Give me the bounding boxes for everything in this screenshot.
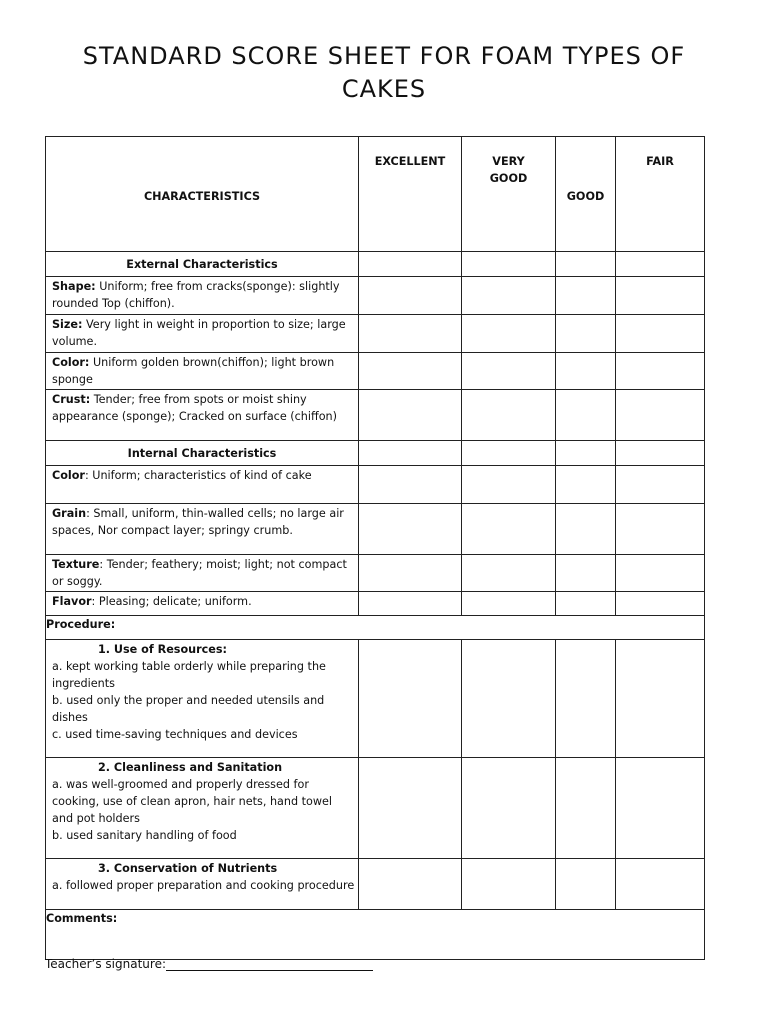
score-cell[interactable] — [359, 390, 462, 441]
criterion-text: : Uniform; characteristics of kind of cake — [84, 469, 312, 482]
criterion-flavor — [46, 592, 359, 616]
score-cell[interactable] — [616, 252, 705, 277]
criterion-row — [46, 353, 705, 390]
score-cell[interactable] — [462, 441, 556, 466]
section-row — [46, 441, 705, 466]
procedure-conservation — [46, 859, 359, 910]
header-very-good — [462, 137, 556, 252]
score-cell[interactable] — [556, 441, 616, 466]
score-cell[interactable] — [556, 315, 616, 353]
resources-item-a: a. kept working table orderly while preparing the ingredients — [52, 660, 326, 690]
criterion-row — [46, 315, 705, 353]
criterion-row — [46, 504, 705, 555]
score-cell[interactable] — [616, 555, 705, 592]
procedure-heading: Procedure: — [46, 616, 705, 640]
score-cell[interactable] — [616, 466, 705, 504]
criterion-grain — [46, 504, 359, 555]
criterion-shape — [46, 277, 359, 315]
score-cell[interactable] — [616, 640, 705, 758]
procedure-heading-row — [46, 616, 705, 640]
score-cell[interactable] — [462, 758, 556, 859]
score-cell[interactable] — [462, 390, 556, 441]
teacher-signature — [45, 957, 373, 971]
score-sheet-table — [45, 136, 705, 960]
comments-label: Comments: — [46, 912, 118, 925]
score-cell[interactable] — [556, 353, 616, 390]
score-cell[interactable] — [462, 592, 556, 616]
criterion-text: Tender; free from spots or moist shiny appearance (sponge); Cracked on surface (chiffon) — [52, 393, 337, 423]
criterion-row — [46, 390, 705, 441]
title-line-2: CAKES — [341, 75, 427, 103]
signature-label: Teacher’s signature: — [45, 957, 166, 971]
criterion-term: Grain — [52, 507, 87, 520]
header-fair: FAIR — [616, 137, 705, 252]
header-excellent: EXCELLENT — [359, 137, 462, 252]
score-cell[interactable] — [359, 466, 462, 504]
criterion-term: Crust: — [52, 393, 91, 406]
score-cell[interactable] — [616, 441, 705, 466]
score-cell[interactable] — [462, 555, 556, 592]
score-cell[interactable] — [359, 277, 462, 315]
score-cell[interactable] — [359, 315, 462, 353]
criterion-row — [46, 555, 705, 592]
criterion-crust — [46, 390, 359, 441]
external-heading: External Characteristics — [46, 252, 359, 277]
criterion-text: : Tender; feathery; moist; light; not compact or soggy. — [52, 558, 347, 588]
resources-heading: 1. Use of Resources: — [98, 643, 227, 656]
criterion-color-internal — [46, 466, 359, 504]
score-cell[interactable] — [359, 592, 462, 616]
score-cell[interactable] — [556, 252, 616, 277]
title-line-1: STANDARD SCORE SHEET FOR FOAM TYPES OF — [82, 42, 686, 70]
score-cell[interactable] — [556, 277, 616, 315]
score-cell[interactable] — [556, 859, 616, 910]
criterion-term: Flavor — [52, 595, 92, 608]
cleanliness-item-a: a. was well-groomed and properly dressed for cooking, use of clean apron, hair nets, hand towel and pot holders — [52, 778, 333, 825]
score-cell[interactable] — [556, 640, 616, 758]
score-cell[interactable] — [462, 504, 556, 555]
score-cell[interactable] — [616, 758, 705, 859]
score-cell[interactable] — [462, 466, 556, 504]
comments-row — [46, 910, 705, 960]
procedure-row — [46, 859, 705, 910]
procedure-row — [46, 640, 705, 758]
score-cell[interactable] — [616, 353, 705, 390]
header-very-good-label: GOOD — [489, 172, 528, 185]
criterion-row — [46, 277, 705, 315]
score-cell[interactable] — [616, 859, 705, 910]
score-cell[interactable] — [462, 859, 556, 910]
score-cell[interactable] — [359, 353, 462, 390]
resources-item-c: c. used time-saving techniques and devices — [52, 728, 298, 741]
score-cell[interactable] — [359, 859, 462, 910]
score-cell[interactable] — [556, 555, 616, 592]
score-cell[interactable] — [359, 758, 462, 859]
cleanliness-heading: 2. Cleanliness and Sanitation — [98, 761, 283, 774]
score-cell[interactable] — [462, 353, 556, 390]
criterion-term: Shape: — [52, 280, 96, 293]
criterion-texture — [46, 555, 359, 592]
criterion-text: Uniform golden brown(chiffon); light brown sponge — [52, 356, 335, 386]
score-cell[interactable] — [616, 315, 705, 353]
criterion-size — [46, 315, 359, 353]
score-cell[interactable] — [462, 640, 556, 758]
comments-field[interactable] — [46, 910, 705, 960]
score-cell[interactable] — [556, 758, 616, 859]
conservation-item-a: a. followed proper preparation and cooking procedure — [52, 879, 355, 892]
criterion-term: Size: — [52, 318, 83, 331]
header-very: VERY — [492, 155, 525, 168]
header-row — [46, 137, 705, 252]
score-cell[interactable] — [616, 390, 705, 441]
criterion-term: Color — [52, 469, 85, 482]
header-good: GOOD — [556, 137, 616, 252]
score-cell[interactable] — [616, 592, 705, 616]
criterion-text: Very light in weight in proportion to size; large volume. — [52, 318, 346, 348]
score-cell[interactable] — [556, 504, 616, 555]
cleanliness-item-b: b. used sanitary handling of food — [52, 829, 237, 842]
score-cell[interactable] — [359, 441, 462, 466]
criterion-row — [46, 466, 705, 504]
procedure-row — [46, 758, 705, 859]
criterion-text: : Small, uniform, thin-walled cells; no large air spaces, Nor compact layer; springy crumb. — [52, 507, 344, 537]
procedure-resources — [46, 640, 359, 758]
criterion-text: : Pleasing; delicate; uniform. — [91, 595, 252, 608]
procedure-cleanliness — [46, 758, 359, 859]
score-cell[interactable] — [556, 390, 616, 441]
score-cell[interactable] — [616, 504, 705, 555]
score-cell[interactable] — [359, 640, 462, 758]
criterion-color-external — [46, 353, 359, 390]
score-cell[interactable] — [462, 252, 556, 277]
signature-line[interactable] — [166, 957, 373, 971]
internal-heading: Internal Characteristics — [46, 441, 359, 466]
header-characteristics: CHARACTERISTICS — [46, 137, 359, 252]
resources-item-b: b. used only the proper and needed utensils and dishes — [52, 694, 325, 724]
criterion-term: Color: — [52, 356, 90, 369]
criterion-row — [46, 592, 705, 616]
score-cell[interactable] — [556, 466, 616, 504]
score-cell[interactable] — [462, 315, 556, 353]
conservation-heading: 3. Conservation of Nutrients — [98, 862, 278, 875]
score-cell[interactable] — [359, 555, 462, 592]
score-cell[interactable] — [359, 504, 462, 555]
page-title — [0, 40, 768, 106]
score-cell[interactable] — [359, 252, 462, 277]
criterion-term: Texture — [52, 558, 100, 571]
score-cell[interactable] — [462, 277, 556, 315]
section-row — [46, 252, 705, 277]
score-cell[interactable] — [616, 277, 705, 315]
score-cell[interactable] — [556, 592, 616, 616]
criterion-text: Uniform; free from cracks(sponge): slightly rounded Top (chiffon). — [52, 280, 340, 310]
